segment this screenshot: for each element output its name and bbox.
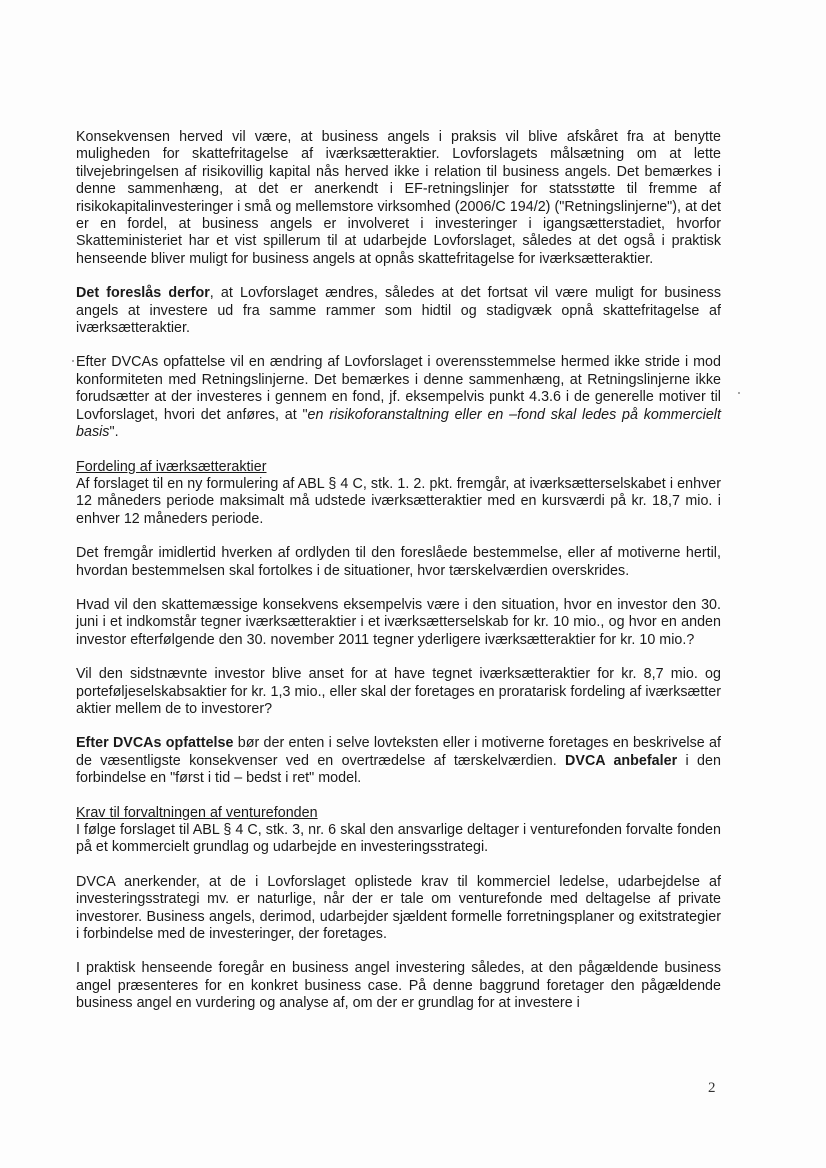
bold-lead-text: Det foreslås derfor: [76, 285, 210, 302]
paragraph-text-after: ".: [109, 424, 119, 441]
paragraph-text: Vil den sidstnævnte investor blive anset for at have tegnet iværksætteraktier for kr. 8,7 mio. og porteføljeselskabsaktier for kr. 1,3 mio., eller skal der foretages en proratarisk fordeling af iværksætter aktier mellem de to investorer?: [76, 666, 721, 717]
section-fordeling: [76, 459, 721, 529]
paragraph-text: , at Lovforslaget ændres, således at det fortsat vil være muligt for business angels at investere ud fra samme rammer som hidtil og stadigvæk opnå skattefritagelse af iværksætteraktier.: [76, 285, 721, 337]
section-heading: Krav til forvaltningen af venturefonden: [76, 804, 318, 821]
paragraph-proposal: [76, 285, 721, 337]
paragraph-dvca-acknowledges: [76, 874, 721, 944]
paragraph-text: Efter DVCAs opfattelse vil en ændring af Lovforslaget i overensstemmelse hermed ikke stride i mod konformiteten med Retningslinjerne. Det bemærkes i denne sammenhæng, at Retningslinjerne ikke forudsætter at der investeres i gennem en fond, jf. eksempelvis punkt 4.3.6 i de generelle motiver til Lovforslaget, hvori det anføres, at ": [76, 354, 721, 423]
paragraph-practice: [76, 960, 721, 1012]
paragraph-example-question: [76, 597, 721, 649]
italic-quote: en risikoforanstaltning eller en –fond skal ledes på kommercielt basis: [76, 406, 721, 441]
paragraph-text: Af forslaget til en ny formulering af ABL § 4 C, stk. 1. 2. pkt. fremgår, at iværksætterselskabet i enhver 12 måneders periode maksimalt må udstede iværksætteraktier med en kursværdi på kr. 18,7 mio. i enhver 12 måneders periode.: [76, 475, 721, 527]
paragraph-text: Det fremgår imidlertid hverken af ordlyden til den foreslåede bestemmelse, eller af motiverne hertil, hvordan bestemmelsen skal fortolkes i de situationer, hvor tærskelværdien overskrides.: [76, 545, 721, 579]
paragraph-text: I praktisk henseende foregår en business angel investering således, at den pågældende business angel præsenteres for en konkret business case. På denne baggrund foretager den pågældende business angel en vurdering og analyse af, om der er grundlag for at investere i: [76, 960, 721, 1012]
section-heading: Fordeling af iværksætteraktier: [76, 458, 267, 475]
paragraph-ambiguity: [76, 545, 721, 580]
scan-speck: [72, 360, 74, 362]
page-number: 2: [708, 1080, 716, 1096]
scan-speck: [738, 392, 740, 394]
paragraph-text-after: i den forbindelse en "først i tid – bedst i ret" model.: [76, 752, 721, 787]
paragraph-text: DVCA anerkender, at de i Lovforslaget oplistede krav til kommerciel ledelse, udarbejdelse af investeringsstrategi mv. er naturlige, når der er tale om venturefonde med deltagelse af private investorer. Business angels, derimod, udarbejder sjældent formelle forretningsplaner og exitstrategier i forbindelse med de investeringer, der foretages.: [76, 873, 721, 943]
paragraph-recommendation: [76, 735, 721, 787]
bold-lead-text: Efter DVCAs opfattelse: [76, 735, 234, 752]
paragraph-consequence: [76, 129, 721, 268]
bold-mid-text: DVCA anbefaler: [565, 752, 678, 769]
paragraph-dvca-opinion: [76, 354, 721, 441]
paragraph-text: I følge forslaget til ABL § 4 C, stk. 3, nr. 6 skal den ansvarlige deltager i venturefonden forvalte fonden på et kommercielt grundlag og udarbejde en investeringsstrategi.: [76, 822, 721, 856]
paragraph-text: bør der enten i selve lovteksten eller i motiverne foretages en beskrivelse af de væsentligste konsekvenser ved en overtrædelse af tærskelværdien.: [76, 735, 721, 769]
document-body: [76, 129, 721, 1030]
paragraph-allocation-question: [76, 666, 721, 718]
paragraph-text: Konsekvensen herved vil være, at business angels i praksis vil blive afskåret fra at benytte muligheden for skattefritagelse af iværksætteraktier. Lovforslagets målsætning om at lette tilvejebringelsen af risikovillig kapital nås herved ikke i relation til business angels. Det bemærkes i denne sammenhæng, at det er anerkendt i EF-retningslinjer for statsstøtte til fremme af risikokapitalinvesteringer i små og mellemstore virksomhed (2006/C 194/2) ("Retningslinjerne"), at det er en fordel, at business angels er involveret i investeringer i igangsætterstadiet, hvorfor Skatteministeriet har et vist spillerum til at udarbejde Lovforslaget, således at det også i praktisk henseende bliver muligt for business angels at opnås skattefritagelse for iværksætteraktier.: [76, 129, 721, 267]
paragraph-text: Hvad vil den skattemæssige konsekvens eksempelvis være i den situation, hvor en investor den 30. juni i et indkomstår tegner iværksætteraktier i et iværksætterselskab for kr. 10 mio., og hvor en anden investor efterfølgende den 30. november 2011 tegner yderligere iværksætteraktier for kr. 10 mio.?: [76, 596, 721, 648]
section-venturefond: [76, 805, 721, 857]
